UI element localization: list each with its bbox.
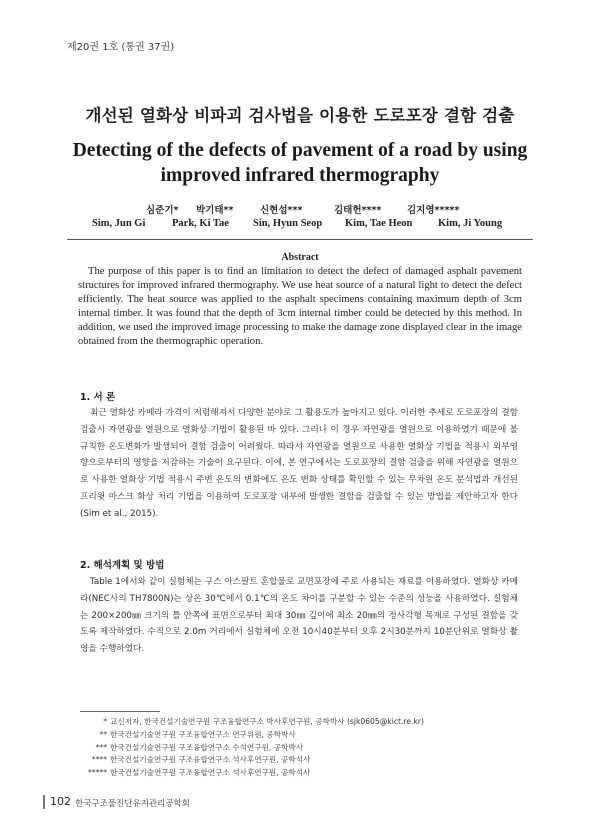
footnote-item: ***** 한국건설기술연구원 구조융합연구소 석사후연구원, 공학석사 xyxy=(88,768,311,778)
page-number-bar xyxy=(43,795,45,809)
author-en-3: Sin, Hyun Seop xyxy=(253,218,323,229)
section-heading-introduction: 1. 서 론 xyxy=(80,392,116,403)
title-english xyxy=(60,138,540,188)
authors-korean xyxy=(80,202,520,216)
footnote-item: **** 한국건설기술연구원 구조융합연구소 석사후연구원, 공학석사 xyxy=(91,755,311,765)
journal-name: 한국구조물진단유지관리공학회 xyxy=(75,799,190,809)
footnote-divider xyxy=(80,711,160,712)
author-ko-5: 김지영***** xyxy=(407,205,460,216)
footnotes xyxy=(80,716,520,780)
title-english-line1: Detecting of the defects of pavement of a road by using xyxy=(72,140,528,161)
title-english-line2: improved infrared thermography xyxy=(160,165,440,186)
author-ko-3: 신현섭*** xyxy=(260,205,303,216)
footnote-item: ** 한국건설기술연구원 구조융합연구소 연구위원, 공학박사 xyxy=(99,729,296,739)
section-text-method: Table 1에서와 같이 실험체는 구스 아스팔트 혼합물로 교면포장에 주로 사용되는 재료를 이용하였다. 열화상 카메라(NEC사의 TH7800N)는 상온 30℃에서 0.1℃의 온도 차이를 구분할 수 있는 수준의 성능을 사용하였다. 실험체는 200×200㎜ 크기의 틀 안쪽에 표면으로부터 최대 30㎜ 깊이에 최소 20㎜의 정사각형 목재로 구성된 결함을 갖도록 제작하였다. 수직으로 2.0m 거리에서 실험체에 오전 10시40분부터 오후 2시30분까지 10분단위로 열화상 촬영을 수행하였다. xyxy=(80,577,518,655)
author-ko-2: 박기태** xyxy=(196,205,234,216)
author-ko-1: 심준기* xyxy=(146,205,179,216)
footnote-item: * 교신저자, 한국건설기술연구원 구조융합연구소 박사후연구원, 공학박사 (sjk0605@kict.re.kr) xyxy=(103,717,424,726)
author-en-4: Kim, Tae Heon xyxy=(345,218,413,229)
section-text-introduction: 최근 열화상 카메라 가격이 저렴해져서 다양한 분야로 그 활용도가 높아지고 있다. 이러한 추세로 도로포장의 결함 검출시 자연광을 열원으로 열화상 기법이 활용된 바 있다. 그러나 이 경우 자연광을 열원으로 이용하였기 때문에 불규칙한 온도변화가 발생되어 결함 검출이 어려웠다. 따라서 자연광을 열원으로 사용한 열화상 기법을 적용시 외부영향으로부터의 영향을 저감하는 기술이 요구된다. 이에, 본 연구에서는 도로포장의 결함 검출을 위해 자연광을 열원으로 사용한 열화상 기법 적용시 주변 온도의 변화에도 온도 변화 상태를 확인할 수 있는 무차원 온도 분석법과 개선된 프리윗 마스크 화상 처리 기법을 이용하여 도로포장 내부에 발생한 결함을 검출할 수 있는 방법을 제안하고자 한다(Sim et al., 2015). xyxy=(80,408,518,519)
abstract-title: Abstract xyxy=(281,252,319,263)
author-en-2: Park, Ki Tae xyxy=(172,218,229,229)
author-ko-4: 김태헌**** xyxy=(334,205,382,216)
footnote-item: *** 한국건설기술연구원 구조융합연구소 수석연구원, 공학박사 xyxy=(95,742,304,752)
journal-volume-header: 제20권 1호 (통권 37권) xyxy=(67,42,175,53)
page-number: 102 xyxy=(50,795,71,808)
author-en-1: Sim, Jun Gi xyxy=(92,218,146,229)
author-en-5: Kim, Ji Young xyxy=(438,218,503,229)
title-korean: 개선된 열화상 비파괴 검사법을 이용한 도로포장 결함 검출 xyxy=(85,106,515,125)
abstract-text: The purpose of this paper is to find an limitation to detect the defect of damaged asphalt pavement structures for improved infrared thermography. We use heat source of a natural light to detect the defect efficiently. The heat source was applied to the asphalt specimens containing maximum depth of 3cm internal timber. It was found that the depth of 3cm internal timber could be detected by this method. In addition, we used the improved image processing to make the damage zone displayed clear in the image obtained from the thermographic operation. xyxy=(78,266,522,348)
section-heading-method: 2. 해석계획 및 방법 xyxy=(80,560,165,571)
header-divider xyxy=(67,239,533,240)
authors-english xyxy=(80,218,520,232)
